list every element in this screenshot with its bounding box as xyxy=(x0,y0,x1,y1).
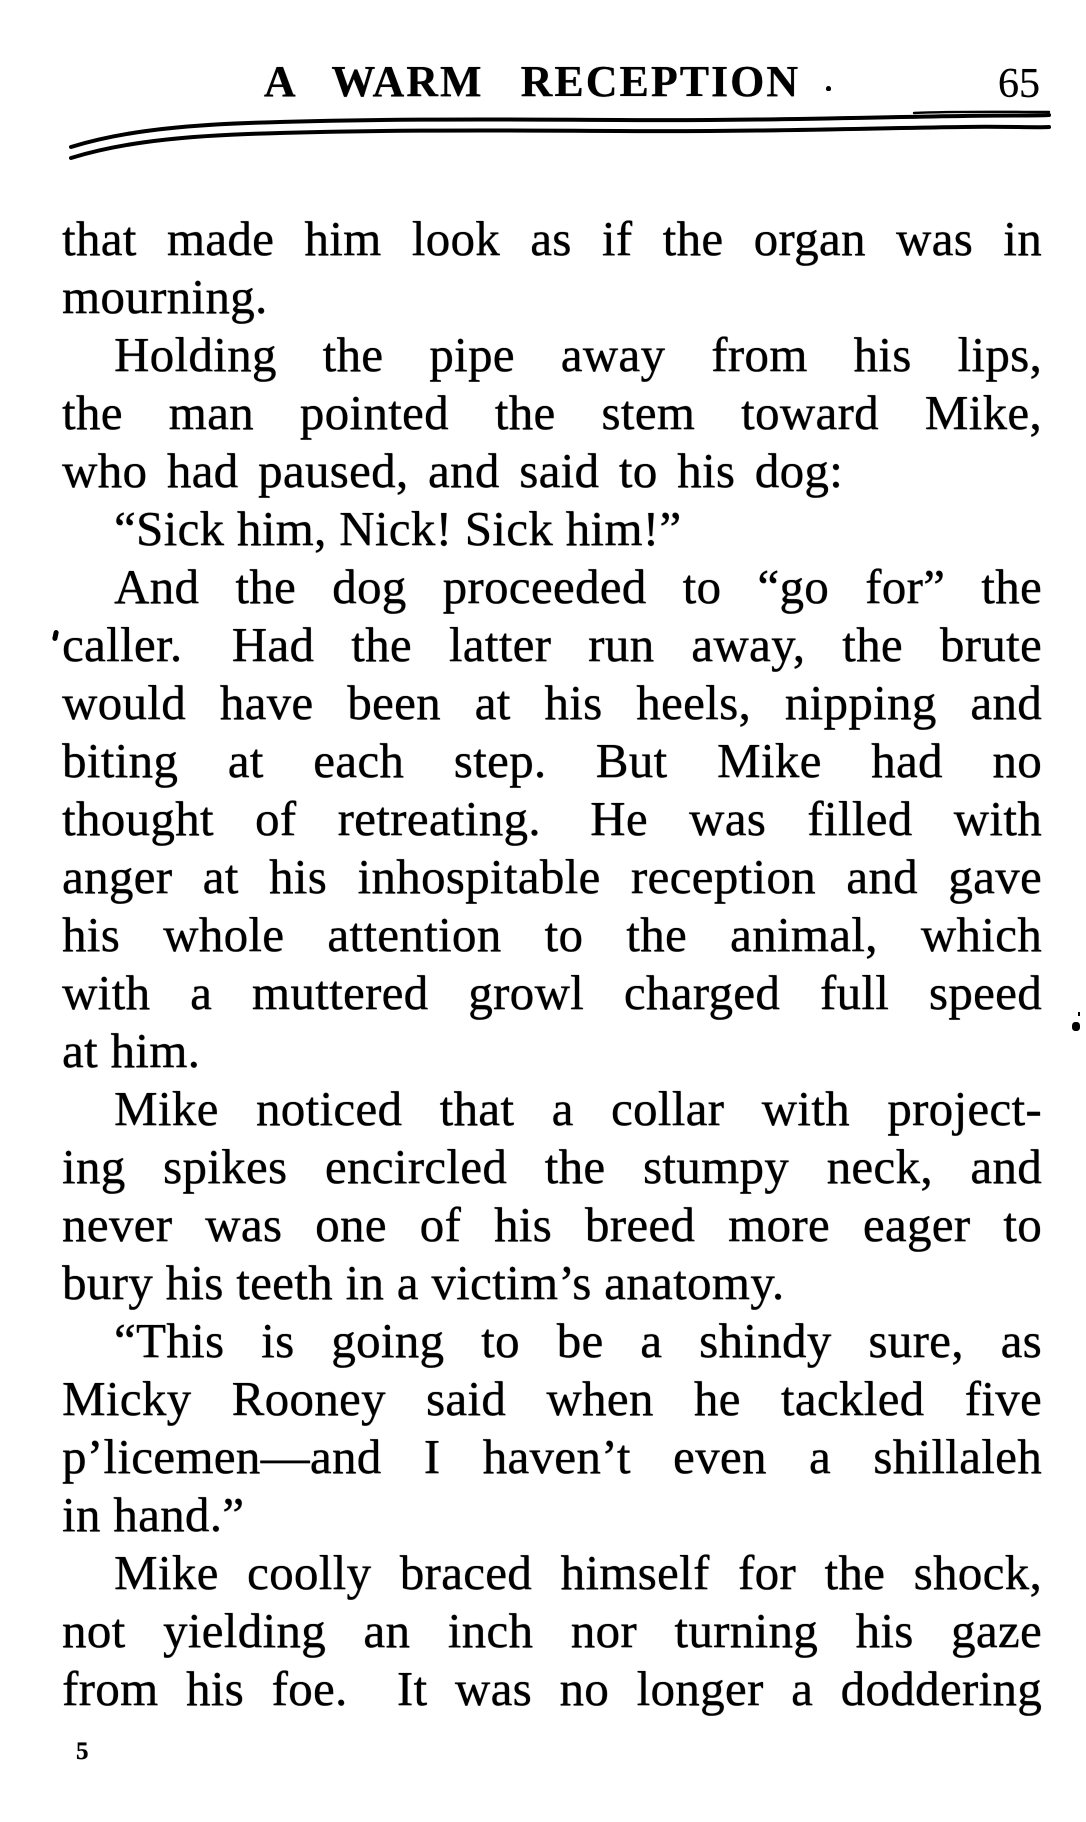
text-line: biting at each step. But Mike had no xyxy=(62,733,1042,788)
text-line: who had paused, and said to his dog: xyxy=(62,443,844,498)
ink-speck xyxy=(1072,1022,1080,1031)
text-line: Holding the pipe away from his lips, xyxy=(114,327,1042,382)
text-line: at him. xyxy=(62,1023,201,1078)
text-line: the man pointed the stem toward Mike, xyxy=(62,385,1042,440)
text-line: Micky Rooney said when he tackled five xyxy=(62,1371,1042,1426)
page-number: 65 xyxy=(998,61,1040,107)
text-line: with a muttered growl charged full speed xyxy=(62,965,1042,1020)
double-rule-ornament xyxy=(58,100,1054,162)
text-line: his whole attention to the animal, which xyxy=(62,907,1042,962)
text-line: And the dog proceeded to “go for” the xyxy=(114,559,1042,614)
text-line: “This is going to be a shindy sure, as xyxy=(114,1313,1042,1368)
text-line: thought of retreating. He was filled with xyxy=(62,791,1042,846)
text-line: that made him look as if the organ was in xyxy=(62,211,1042,266)
text-line: from his foe. It was no longer a doddering xyxy=(62,1661,1042,1716)
text-line: never was one of his breed more eager to xyxy=(62,1197,1042,1252)
text-line: would have been at his heels, nipping and xyxy=(62,675,1042,730)
text-line: mourning. xyxy=(62,269,268,324)
text-line: in hand.” xyxy=(62,1487,245,1542)
ink-speck xyxy=(826,86,831,91)
text-line: Mike coolly braced himself for the shock, xyxy=(114,1545,1042,1600)
text-line: not yielding an inch nor turning his gaze xyxy=(62,1603,1042,1658)
text-line: Mike noticed that a collar with project- xyxy=(114,1081,1042,1136)
ink-speck xyxy=(52,630,59,642)
text-line: bury his teeth in a victim’s anatomy. xyxy=(62,1255,785,1310)
body-text-block xyxy=(62,210,1042,1718)
signature-mark: 5 xyxy=(76,1738,89,1765)
text-line: anger at his inhospitable reception and gave xyxy=(62,849,1042,904)
page-title: A WARM RECEPTION xyxy=(263,57,801,106)
text-line: p’licemen—and I haven’t even a shillaleh xyxy=(62,1429,1042,1484)
text-line: ing spikes encircled the stumpy neck, and xyxy=(62,1139,1042,1194)
text-line: caller. Had the latter run away, the brute xyxy=(62,617,1042,672)
text-line: “Sick him, Nick! Sick him!” xyxy=(114,501,682,556)
